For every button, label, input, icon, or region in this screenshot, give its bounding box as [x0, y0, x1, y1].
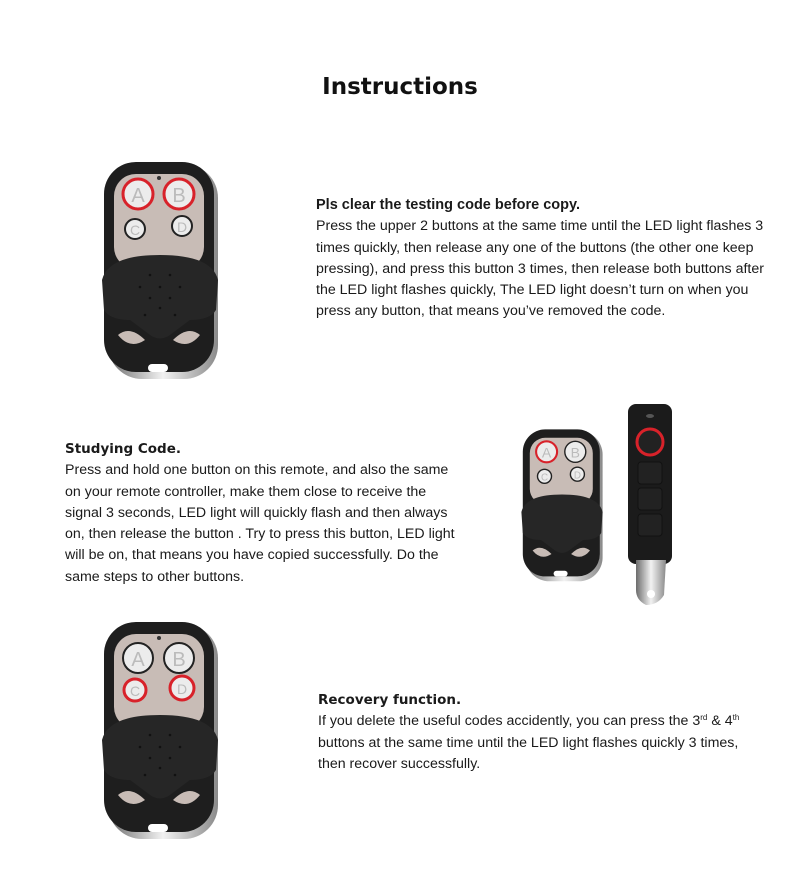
section-text-line: on, then release the button . Try to press this button, LED light	[65, 526, 455, 543]
svg-text:B: B	[172, 649, 186, 671]
section-text-line: will be on, that means you have copied successfully. Do the	[65, 547, 439, 564]
section-heading: Studying Code.	[65, 441, 181, 457]
remote-pair-image	[518, 400, 698, 610]
section-text-line: Press and hold one button on this remote, and also the same	[65, 462, 449, 479]
svg-text:D: D	[176, 219, 188, 235]
section-text-line: buttons at the same time until the LED light flashes quickly 3 times,	[318, 734, 739, 751]
section-text-line: signal 3 seconds, LED light will quickly flash and then always	[65, 504, 448, 521]
recovery-function-section	[318, 690, 778, 775]
svg-text:D: D	[176, 681, 188, 697]
remote-image-ab-highlighted	[100, 160, 225, 385]
section-text-line: then recover successfully.	[318, 755, 481, 772]
section-heading: Recovery function.	[318, 692, 462, 708]
section-text-line: on your remote controller, make them close to receive the	[65, 483, 427, 500]
svg-text:A: A	[131, 185, 145, 207]
section-text-line: pressing), and press this button 3 times, then release both buttons after	[316, 260, 764, 277]
text-fragment: & 4	[707, 713, 733, 730]
section-text-line	[318, 711, 778, 732]
section-text-line: same steps to other buttons.	[65, 568, 245, 585]
svg-text:B: B	[172, 185, 186, 207]
clear-code-section	[316, 195, 786, 323]
section-text-line: press any button, that means you’ve removed the code.	[316, 303, 666, 320]
svg-text:C: C	[540, 472, 549, 484]
key-fob-icon	[100, 160, 225, 385]
studying-code-section	[65, 439, 475, 588]
superscript: th	[732, 713, 740, 723]
text-fragment: If you delete the useful codes accidently, you can press the 3	[318, 713, 701, 730]
svg-text:A: A	[131, 649, 145, 671]
svg-text:D: D	[573, 470, 581, 482]
section-text-line: the LED light flashes quickly, The LED light doesn’t turn on when you	[316, 282, 749, 299]
page-title: Instructions	[322, 74, 478, 100]
svg-text:C: C	[129, 683, 141, 699]
key-fob-icon	[100, 620, 225, 845]
svg-text:A: A	[541, 444, 552, 461]
svg-text:C: C	[129, 222, 141, 238]
remote-image-cd-highlighted	[100, 620, 225, 845]
section-text-line: times quickly, then release any one of the buttons (the other one keep	[316, 239, 754, 256]
key-fob-and-slim-remote-icon	[518, 400, 698, 610]
svg-text:B: B	[570, 444, 580, 461]
section-heading: Pls clear the testing code before copy.	[316, 197, 581, 213]
superscript: rd	[700, 713, 708, 723]
section-text-line: Press the upper 2 buttons at the same time until the LED light flashes 3	[316, 218, 764, 235]
